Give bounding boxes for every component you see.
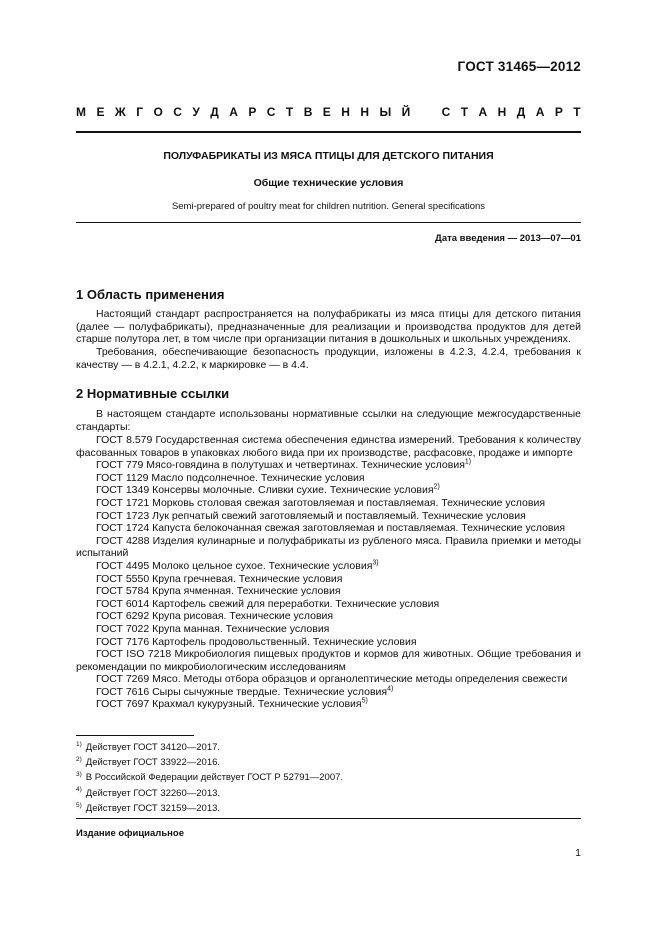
reference-item <box>76 673 581 686</box>
footnote-text: В Российской Федерации действует ГОСТ Р 52791—2007. <box>85 772 344 784</box>
reference-text: ГОСТ 5550 Крупа гречневая. Технические условия <box>96 572 343 585</box>
footnote-marker: 5) <box>361 697 368 705</box>
reference-text: ГОСТ 8.579 Государственная система обеспечения единства измерений. Требования к количеству фасованных товаров в упаковках любого вида при их производстве, расфасовке, продаже и импорте <box>76 434 581 459</box>
footnote-marker: 2) <box>433 483 440 491</box>
reference-text: ГОСТ 1349 Консервы молочные. Сливки сухие. Технические условия <box>96 484 434 497</box>
footnote-rule <box>76 735 194 736</box>
reference-item <box>76 560 581 573</box>
heading-letter: Т <box>573 105 581 119</box>
section-2-intro: В настоящем стандарте использованы нормативные ссылки на следующие межгосударственные стандарты: <box>76 408 581 433</box>
footnote-mark: 5) <box>76 801 82 809</box>
reference-text: ГОСТ 1129 Масло подсолнечное. Технические условия <box>96 471 365 484</box>
section-1-paragraph-1: Настоящий стандарт распространяется на полуфабрикаты из мяса птицы для детского питания (далее — полуфабрикаты), предназначенные для реализации и производства продуктов для детей старше полутора лет, в том числе при организации питания в дошкольных и школьных учреждениях. <box>76 308 581 346</box>
reference-item <box>76 497 581 510</box>
footnote-item <box>76 801 343 816</box>
heading-letter: С <box>173 105 182 119</box>
document-subtitle: Общие технические условия <box>253 177 404 189</box>
header-rule <box>76 131 581 133</box>
footnotes <box>76 740 343 816</box>
heading-letter: О <box>153 105 163 119</box>
reference-text: ГОСТ 6292 Крупа рисовая. Технические условия <box>96 610 334 623</box>
heading-letter: Ы <box>379 105 392 119</box>
reference-text: ГОСТ 7616 Сыры сычужные твердые. Технические условия <box>96 685 388 698</box>
footnote-item <box>76 755 343 770</box>
heading-letter: М <box>76 105 86 119</box>
heading-letter: У <box>192 105 200 119</box>
footnote-text: Действует ГОСТ 32159—2013. <box>85 802 221 814</box>
footnote-text: Действует ГОСТ 32260—2013. <box>85 787 221 799</box>
heading-letter: Н <box>341 105 350 119</box>
heading-letter: Е <box>96 105 105 119</box>
normative-references-list <box>76 434 581 711</box>
reference-text: ГОСТ ISO 7218 Микробиология пищевых продуктов и кормов для животных. Общие требования и рекомендации по микробиологическим исследованиям <box>76 648 581 673</box>
heading-letter: А <box>229 105 238 119</box>
heading-letter: Р <box>248 105 257 119</box>
heading-letter: Т <box>285 105 294 119</box>
gost-number: ГОСТ 31465—2012 <box>457 59 581 74</box>
document-english-title: Semi-prepared of poultry meat for children nutrition. General specifications <box>171 201 486 212</box>
heading-letter: Ж <box>114 105 126 119</box>
footnote-marker: 3) <box>372 559 379 567</box>
heading-letter: Д <box>516 105 526 119</box>
heading-letter: С <box>266 105 276 119</box>
section-2-heading: 2 Нормативные ссылки <box>76 386 230 401</box>
footnote-marker: 1) <box>464 458 472 466</box>
heading-letter: В <box>303 105 313 119</box>
footnote-item <box>76 786 343 801</box>
footnote-text: Действует ГОСТ 33922—2016. <box>85 757 221 769</box>
reference-text: ГОСТ 1724 Капуста белокочанная свежая заготовляемая и поставляемая. Технические условия <box>96 522 566 535</box>
reference-text: ГОСТ 779 Мясо-говядина в полутушах и четвертинах. Технические условия <box>96 459 465 472</box>
reference-text: ГОСТ 7022 Крупа манная. Технические условия <box>96 622 330 635</box>
heading-letter: Т <box>460 105 469 119</box>
reference-item <box>76 472 581 485</box>
reference-text: ГОСТ 7176 Картофель продовольственный. Технические условия <box>96 635 417 648</box>
reference-text: ГОСТ 6014 Картофель свежий для переработки. Технические условия <box>96 597 440 610</box>
page-number: 1 <box>575 847 581 859</box>
reference-item <box>76 585 581 598</box>
footnote-mark: 2) <box>76 756 82 764</box>
title-rule <box>76 222 581 223</box>
footnote-mark: 4) <box>76 786 82 794</box>
reference-item <box>76 698 581 711</box>
heading-letter: Р <box>554 105 563 119</box>
reference-item <box>76 434 581 459</box>
introduction-date: Дата введения — 2013—07—01 <box>435 233 581 244</box>
footnote-text: Действует ГОСТ 34120—2017. <box>85 742 221 753</box>
heading-letter: С <box>441 105 451 119</box>
reference-text: ГОСТ 1721 Морковь столовая свежая заготовляемая и поставляемая. Технические условия <box>96 496 546 509</box>
reference-item <box>76 636 581 649</box>
footnote-mark: 3) <box>76 771 82 779</box>
footnote-item <box>76 740 343 755</box>
footnote-item <box>76 770 343 785</box>
reference-text: ГОСТ 1723 Лук репчатый свежий заготовляемый и поставляемый. Технические условия <box>96 509 526 522</box>
reference-item <box>76 522 581 535</box>
heading-letter: Г <box>136 105 143 119</box>
reference-item <box>76 510 581 523</box>
footer-rule <box>76 818 581 819</box>
edition-label: Издание официальное <box>76 828 184 839</box>
reference-text: ГОСТ 7697 Крахмал кукурузный. Технические условия <box>96 698 362 711</box>
section-1-paragraph-2: Требования, обеспечивающие безопасность продукции, изложены в 4.2.3, 4.2.4, требования к качеству — в 4.2.1, 4.2.2, к маркировке — в 4.4. <box>76 346 581 371</box>
footnote-mark: 1) <box>76 740 82 748</box>
footnote-marker: 4) <box>387 685 394 693</box>
reference-text: ГОСТ 7269 Мясо. Методы отбора образцов и органолептические методы определения свежести <box>96 673 568 686</box>
section-1-heading: 1 Область применения <box>76 287 225 302</box>
heading-letter: А <box>535 105 545 119</box>
heading-letter: Н <box>497 105 507 119</box>
heading-letter: Д <box>210 105 219 119</box>
document-title: ПОЛУФАБРИКАТЫ ИЗ МЯСА ПТИЦЫ ДЛЯ ДЕТСКОГО ПИТАНИЯ <box>163 150 494 162</box>
heading-letter: А <box>478 105 488 119</box>
heading-letter: Й <box>401 105 411 119</box>
reference-text: ГОСТ 4288 Изделия кулинарные и полуфабрикаты из рубленого мяса. Правила приемки и методы испытаний <box>76 534 581 560</box>
reference-item <box>76 484 581 497</box>
reference-item <box>76 623 581 636</box>
interstate-standard-heading <box>76 105 581 119</box>
reference-item <box>76 598 581 611</box>
reference-item <box>76 610 581 623</box>
heading-letter: Е <box>322 105 331 119</box>
reference-item <box>76 535 581 560</box>
reference-text: ГОСТ 4495 Молоко цельное сухое. Технические условия <box>96 559 373 572</box>
reference-item <box>76 459 581 472</box>
reference-item <box>76 648 581 673</box>
reference-item <box>76 573 581 586</box>
reference-text: ГОСТ 5784 Крупа ячменная. Технические условия <box>96 585 341 598</box>
heading-letter: Н <box>360 105 370 119</box>
reference-item <box>76 686 581 699</box>
